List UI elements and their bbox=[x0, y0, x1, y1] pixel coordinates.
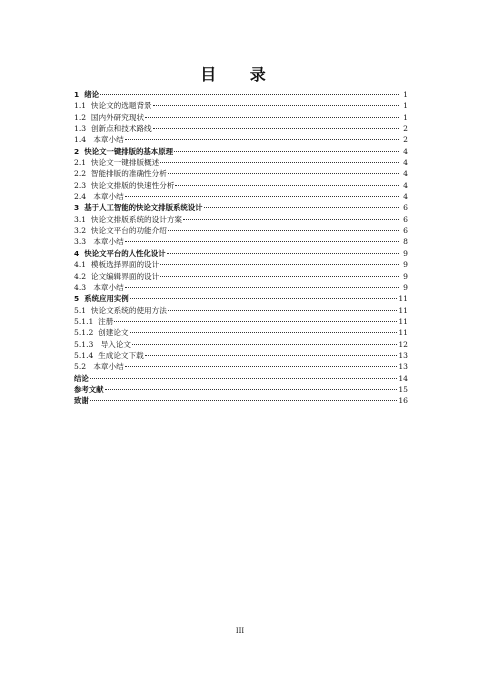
toc-entry-label: 3.3 本章小结 bbox=[74, 237, 124, 247]
toc-entry-label: 致谢 bbox=[74, 396, 89, 406]
page-title: 目 录 bbox=[200, 65, 280, 84]
toc-entry-page: 6 bbox=[403, 214, 408, 224]
toc-entry-page: 11 bbox=[398, 294, 408, 304]
toc-entry-label: 4.2 论文编辑界面的设计 bbox=[74, 271, 160, 281]
toc-entry-label: 1.3 创新点和技术路线 bbox=[74, 124, 152, 134]
toc-entry-page: 4 bbox=[403, 180, 408, 190]
toc-entry-label: 2.2 智能排版的准确性分析 bbox=[74, 169, 167, 179]
toc-entry-label: 结论 bbox=[74, 373, 89, 383]
toc-dot-leader bbox=[167, 246, 399, 254]
toc-entry-page: 9 bbox=[403, 271, 408, 281]
toc-entry-page: 9 bbox=[403, 282, 408, 292]
table-of-contents bbox=[74, 89, 408, 407]
toc-dot-leader bbox=[130, 325, 398, 333]
toc-entry-label: 5.2 本章小结 bbox=[74, 362, 124, 372]
toc-dot-leader bbox=[125, 280, 399, 288]
toc-entry-page: 11 bbox=[398, 316, 408, 326]
toc-entry-label: 4.1 模板选择界面的设计 bbox=[74, 260, 160, 270]
toc-dot-leader bbox=[183, 212, 399, 220]
toc-entry-page: 14 bbox=[398, 373, 408, 383]
toc-entry-page: 1 bbox=[403, 90, 408, 99]
toc-entry-page: 4 bbox=[403, 158, 408, 168]
toc-dot-leader bbox=[160, 257, 399, 265]
toc-entry-page: 9 bbox=[403, 260, 408, 270]
toc-entry-page: 6 bbox=[403, 203, 408, 213]
toc-entry-label: 2.3 快论文排版的快速性分析 bbox=[74, 180, 175, 190]
toc-entry-page: 4 bbox=[403, 169, 408, 179]
toc-entry-page: 16 bbox=[398, 396, 408, 406]
toc-entry-label: 4 快论文平台的人性化设计 bbox=[74, 248, 166, 258]
toc-entry-page: 4 bbox=[403, 192, 408, 202]
toc-entry-page: 1 bbox=[403, 101, 408, 111]
toc-entry-label: 3.2 快论文平台的功能介绍 bbox=[74, 226, 167, 236]
toc-entry-page: 8 bbox=[403, 237, 408, 247]
toc-dot-leader bbox=[114, 314, 397, 322]
toc-entry-label: 5.1.1 注册 bbox=[74, 316, 114, 326]
toc-dot-leader bbox=[168, 223, 399, 231]
toc-dot-leader bbox=[125, 132, 399, 140]
toc-dot-leader bbox=[174, 144, 399, 152]
toc-dot-leader bbox=[175, 178, 399, 186]
toc-entry-page: 15 bbox=[398, 384, 408, 394]
toc-dot-leader bbox=[160, 155, 399, 163]
toc-entry-page: 2 bbox=[403, 135, 408, 145]
toc-entry-page: 11 bbox=[398, 328, 408, 338]
toc-entry-label: 参考文献 bbox=[74, 384, 104, 394]
toc-dot-leader bbox=[168, 303, 397, 311]
toc-dot-leader bbox=[132, 337, 397, 345]
toc-entry-page: 9 bbox=[403, 248, 408, 258]
toc-dot-leader bbox=[125, 234, 399, 242]
toc-dot-leader bbox=[153, 98, 399, 106]
toc-entry-page: 2 bbox=[403, 124, 408, 134]
toc-dot-leader bbox=[168, 166, 399, 174]
toc-entry-page: 13 bbox=[398, 350, 408, 360]
toc-dot-leader bbox=[90, 371, 398, 379]
toc-entry-label: 3.1 快论文排版系统的设计方案 bbox=[74, 214, 183, 224]
toc-entry-label: 5 系统应用实例 bbox=[74, 294, 129, 304]
toc-entry-page: 4 bbox=[403, 146, 408, 156]
toc-dot-leader bbox=[125, 189, 399, 197]
toc-entry bbox=[74, 395, 408, 406]
toc-entry-label: 1.2 国内外研究现状 bbox=[74, 112, 145, 122]
toc-dot-leader bbox=[125, 359, 398, 367]
toc-entry-label: 1.1 快论文的选题背景 bbox=[74, 101, 152, 111]
toc-dot-leader bbox=[160, 269, 399, 277]
toc-entry-page: 11 bbox=[398, 305, 408, 315]
toc-entry-label: 2.1 快论文一键排版概述 bbox=[74, 158, 160, 168]
toc-entry-label: 1 绪论 bbox=[74, 90, 100, 99]
toc-entry-page: 13 bbox=[398, 362, 408, 372]
toc-dot-leader bbox=[100, 87, 399, 95]
toc-dot-leader bbox=[204, 200, 399, 208]
toc-entry-page: 1 bbox=[403, 112, 408, 122]
toc-dot-leader bbox=[130, 291, 398, 299]
toc-dot-leader bbox=[105, 382, 398, 390]
toc-entry-label: 1.4 本章小结 bbox=[74, 135, 124, 145]
toc-entry-label: 5.1.3 导入论文 bbox=[74, 339, 131, 349]
toc-entry-label: 2.4 本章小结 bbox=[74, 192, 124, 202]
toc-entry-label: 2 快论文一键排版的基本原理 bbox=[74, 146, 173, 156]
toc-entry-page: 6 bbox=[403, 226, 408, 236]
toc-entry-label: 4.3 本章小结 bbox=[74, 282, 124, 292]
toc-entry-label: 3 基于人工智能的快论文排版系统设计 bbox=[74, 203, 203, 213]
toc-entry-label: 5.1.2 创建论文 bbox=[74, 328, 129, 338]
toc-entry-label: 5.1.4 生成论文下载 bbox=[74, 350, 144, 360]
toc-entry-label: 5.1 快论文系统的使用方法 bbox=[74, 305, 167, 315]
toc-dot-leader bbox=[145, 348, 398, 356]
toc-dot-leader bbox=[153, 121, 399, 129]
toc-dot-leader bbox=[145, 110, 399, 118]
toc-entry-page: 12 bbox=[398, 339, 408, 349]
toc-dot-leader bbox=[90, 393, 398, 401]
page-number: III bbox=[235, 627, 245, 635]
